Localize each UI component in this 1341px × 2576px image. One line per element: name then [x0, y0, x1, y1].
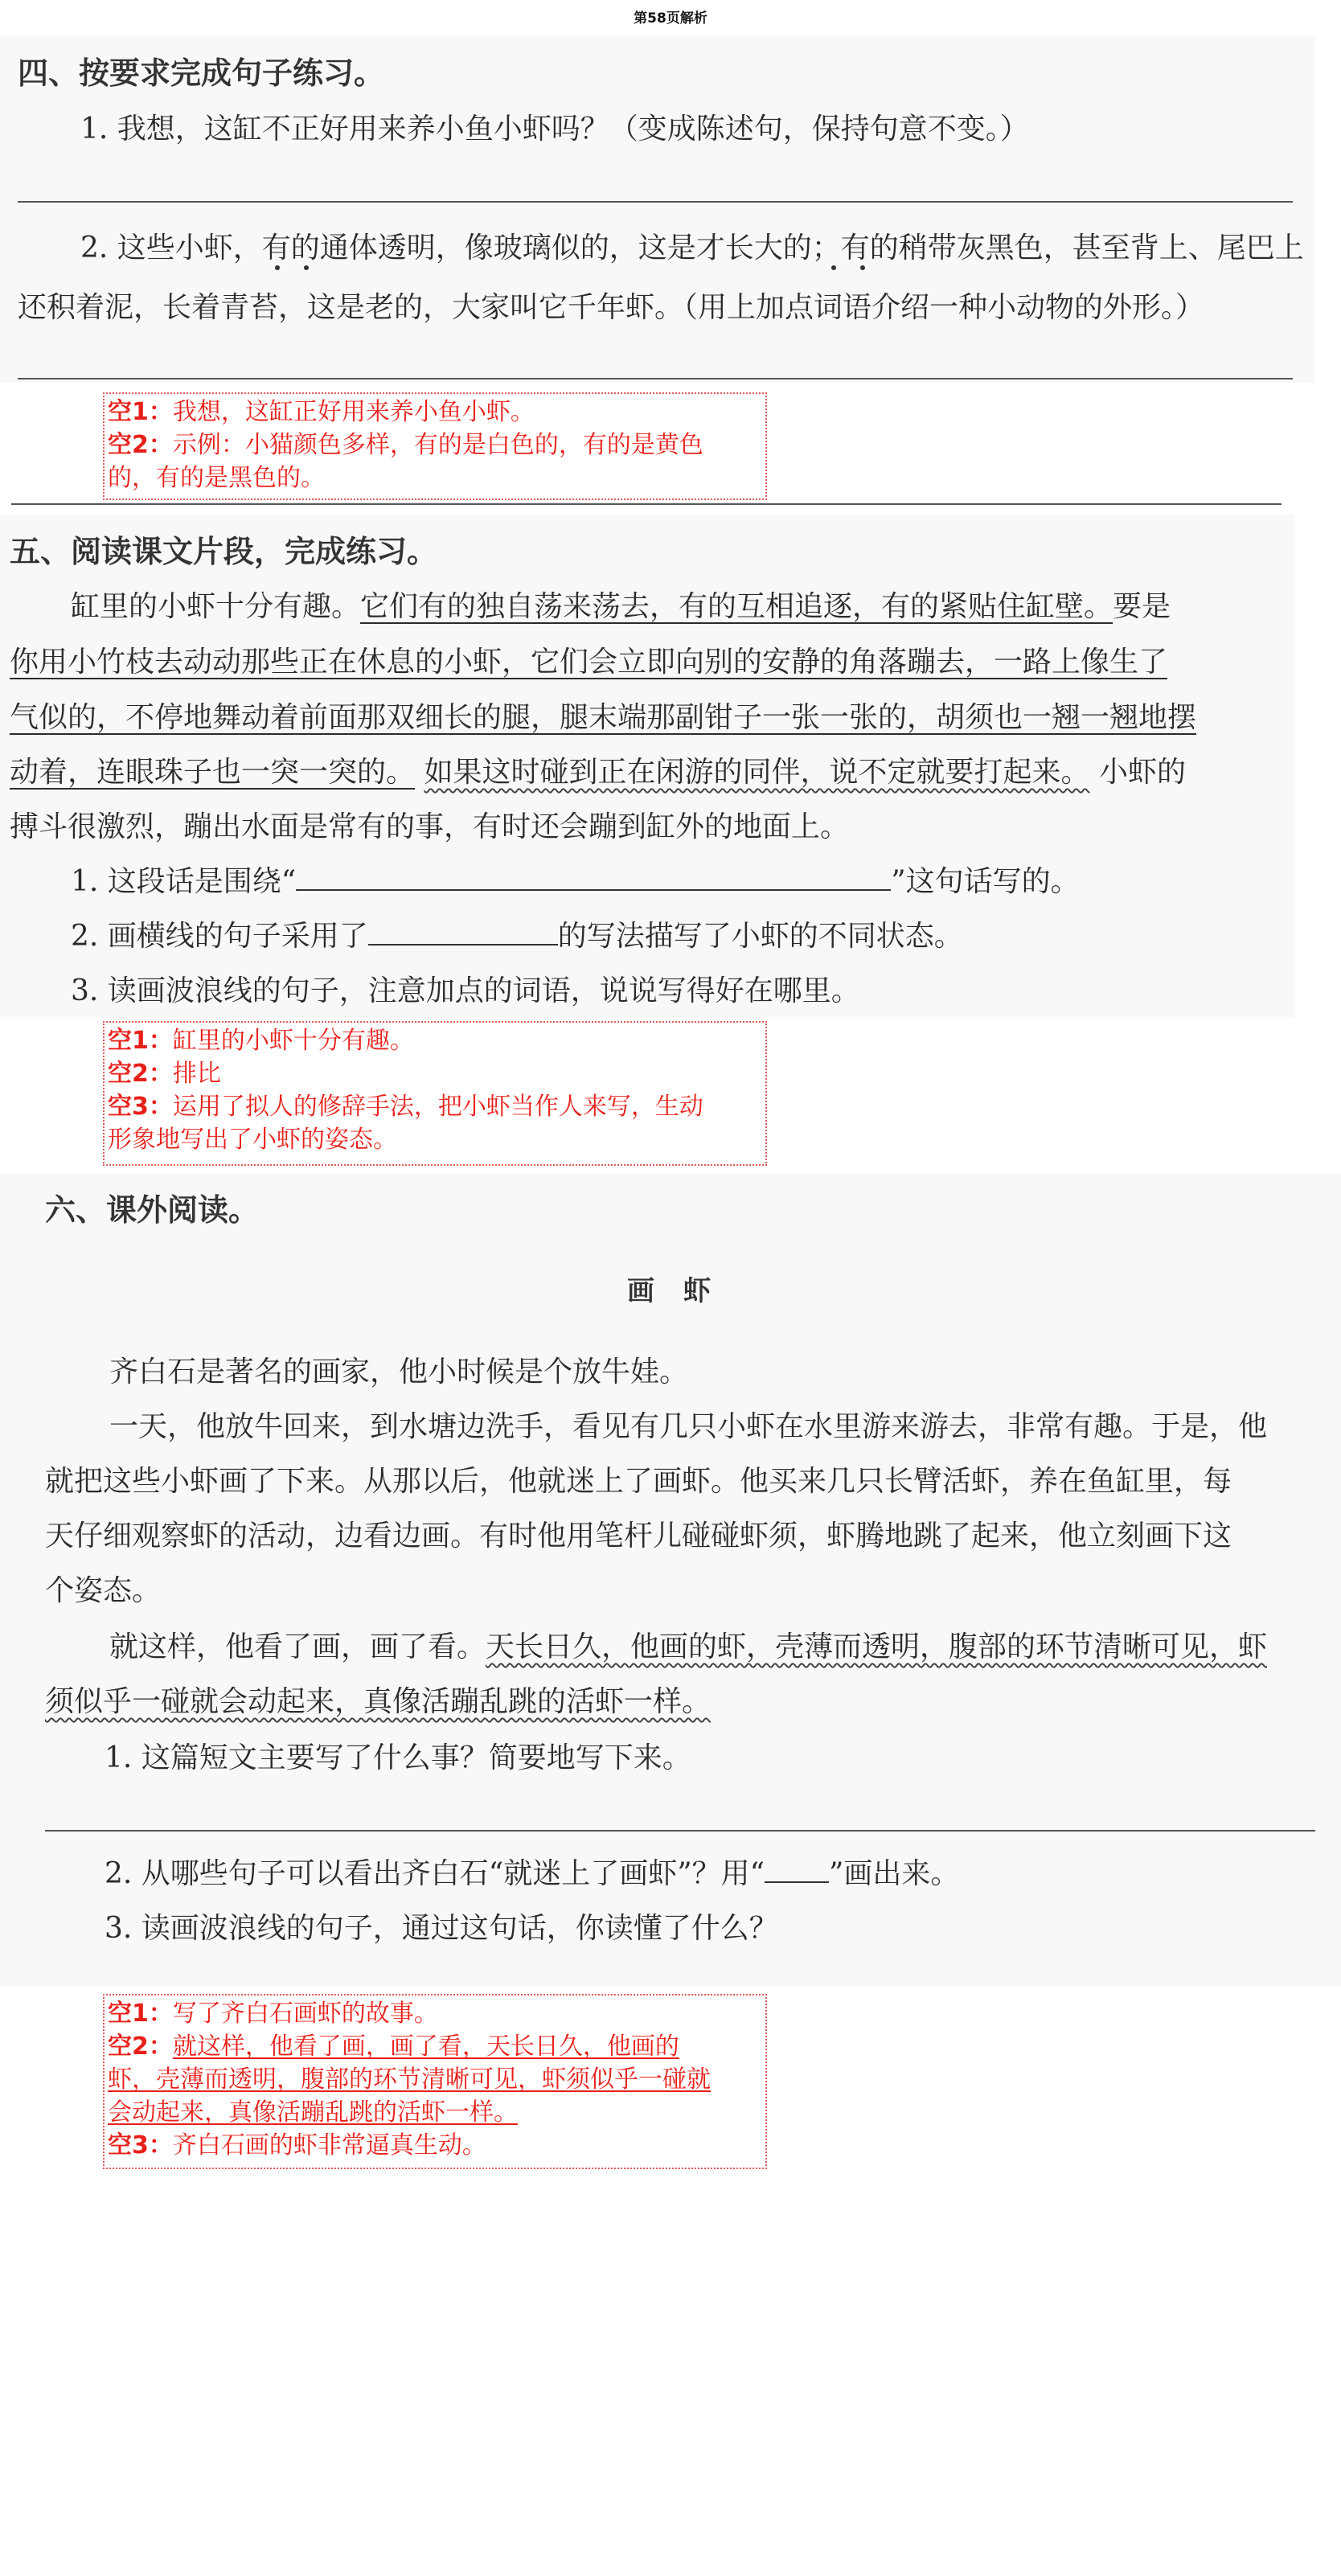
- answer-line: [18, 201, 1293, 203]
- answer-text: 就这样，他看了画，画了看，天长日久，他画的: [172, 2032, 679, 2061]
- question-text: 2. 画横线的句子采用了: [71, 920, 368, 953]
- answer-label: 空3：: [108, 1093, 173, 1121]
- gap: [1089, 756, 1098, 789]
- section6-q3: 3. 读画波浪线的句子，通过这句话，你读懂了什么？: [105, 1912, 778, 1945]
- wavy-sentence: 须似乎一碰就会动起来，真像活蹦乱跳的活虾一样。: [45, 1685, 712, 1718]
- answer-text: 运用了拟人的修辞手法，把小虾当作人来写，生动: [172, 1093, 703, 1121]
- section4-heading: 四、按要求完成句子练习。: [18, 55, 385, 91]
- section4-q2-line2: 还积着泥，长着青苔，这是老的，大家叫它千年虾。（用上加点词语介绍一种小动物的外形。）: [18, 291, 1205, 324]
- answer-box-section5: [103, 1021, 767, 1166]
- question-text: ”画出来。: [829, 1857, 960, 1890]
- answer-text: 缸里的小虾十分有趣。: [172, 1027, 414, 1055]
- article-title: 画虾: [627, 1275, 740, 1307]
- answer-text: 示例：小猫颜色多样，有的是白色的，有的是黄色: [172, 431, 703, 459]
- section5-q2: [71, 913, 963, 954]
- emphasis-dot: [275, 265, 280, 270]
- question-text: 的写法描写了小虾的不同状态。: [557, 920, 963, 953]
- article-line: 个姿态。: [45, 1574, 162, 1607]
- passage-line: 搏斗很激烈，蹦出水面是常有的事，有时还会蹦到缸外的地面上。: [10, 810, 850, 843]
- passage-line: [71, 584, 1171, 625]
- emphasis-dot: [304, 265, 309, 270]
- section5-q3: 3. 读画波浪线的句子，注意加点的词语，说说写得好在哪里。: [71, 974, 860, 1007]
- answer-blank[interactable]: [765, 1857, 829, 1883]
- answer-text: 会动起来，真像活蹦乱跳的活虾一样。: [108, 2098, 518, 2127]
- emphasis-dot: [860, 265, 865, 270]
- answer-box-section4: [103, 392, 767, 500]
- answer-box-section6: [103, 1994, 767, 2169]
- passage-line: [10, 749, 1186, 790]
- answer-label: 空3：: [108, 2131, 173, 2160]
- section4-q1: 1. 我想，这缸不正好用来养小鱼小虾吗？（变成陈述句，保持句意不变。）: [80, 113, 1029, 146]
- section6-q2: [105, 1851, 959, 1892]
- answer-blank[interactable]: [368, 920, 558, 945]
- article-text: 就这样，他看了画，画了看。: [109, 1631, 486, 1663]
- answer-blank[interactable]: [296, 865, 891, 891]
- question-text: 2. 从哪些句子可以看出齐白石“就迷上了画虾”？用“: [105, 1857, 765, 1890]
- question-text: 1. 这段话是围绕“: [71, 865, 297, 898]
- passage-text: 小虾的: [1098, 756, 1186, 789]
- underlined-sentence: 它们有的独自荡来荡去，有的互相追逐，有的紧贴住缸壁。: [360, 590, 1113, 623]
- wavy-sentence: 如果这时碰到正在闲游的同伴，说不定就要打起来。: [424, 756, 1090, 789]
- page-title: 第58页解析: [634, 10, 707, 27]
- answer-label: 空2：: [108, 1060, 173, 1088]
- article-line: [109, 1624, 1267, 1665]
- underlined-sentence: 动着，连眼珠子也一突一突的。: [10, 756, 416, 789]
- section6-q1: 1. 这篇短文主要写了什么事？简要地写下来。: [105, 1741, 691, 1774]
- answer-text: 我想，这缸正好用来养小鱼小虾。: [172, 398, 535, 426]
- article-line: 齐白石是著名的画家，他小时候是个放牛娃。: [109, 1356, 689, 1388]
- answer-text: 虾，壳薄而透明，腹部的环节清晰可见，虾须似乎一碰就: [108, 2065, 711, 2094]
- question-text: ”这句话写的。: [891, 865, 1080, 898]
- answer-text: 齐白石画的虾非常逼真生动。: [172, 2131, 486, 2160]
- underlined-sentence: 气似的，不停地舞动着前面那双细长的腿，腿末端那副钳子一张一张的，胡须也一翘一翘地摆: [10, 701, 1197, 734]
- article-line: 天仔细观察虾的活动，边看边画。有时他用笔杆儿碰碰虾须，虾腾地跳了起来，他立刻画下这: [45, 1520, 1232, 1553]
- section4-q2-line1: 2. 这些小虾，有的通体透明，像玻璃似的，这是才长大的；有的稍带灰黑色，甚至背上、尾巴上: [80, 232, 1304, 265]
- section6-heading: 六、课外阅读。: [45, 1192, 260, 1228]
- article-line: 一天，他放牛回来，到水塘边洗手，看见有几只小虾在水里游来游去，非常有趣。于是，他: [109, 1410, 1268, 1443]
- gap: [415, 756, 424, 789]
- answer-text: 的，有的是黑色的。: [108, 464, 325, 492]
- passage-text: 要是: [1113, 590, 1171, 623]
- answer-label: 空2：: [108, 431, 173, 459]
- answer-text: 形象地写出了小虾的姿态。: [108, 1126, 397, 1154]
- answer-label: 空2：: [108, 2032, 173, 2061]
- section5-heading: 五、阅读课文片段，完成练习。: [10, 534, 438, 569]
- answer-line: [45, 1830, 1315, 1832]
- answer-label: 空1：: [108, 1027, 173, 1055]
- underlined-sentence: 你用小竹枝去动动那些正在休息的小虾，它们会立即向别的安静的角落蹦去，一路上像生了: [10, 646, 1168, 679]
- divider: [11, 503, 1282, 505]
- passage-text: 缸里的小虾十分有趣。: [71, 590, 361, 623]
- answer-line: [18, 378, 1293, 379]
- section5-q1: [71, 859, 1080, 900]
- wavy-sentence: 天长日久，他画的虾，壳薄而透明，腹部的环节清晰可见，虾: [486, 1631, 1268, 1663]
- answer-text: 写了齐白石画虾的故事。: [172, 2000, 438, 2028]
- article-line: 就把这些小虾画了下来。从那以后，他就迷上了画虾。他买来几只长臂活虾，养在鱼缸里，每: [45, 1465, 1232, 1498]
- answer-label: 空1：: [108, 398, 173, 426]
- answer-text: 排比: [172, 1060, 221, 1088]
- answer-label: 空1：: [108, 2000, 173, 2028]
- emphasis-dot: [831, 265, 836, 270]
